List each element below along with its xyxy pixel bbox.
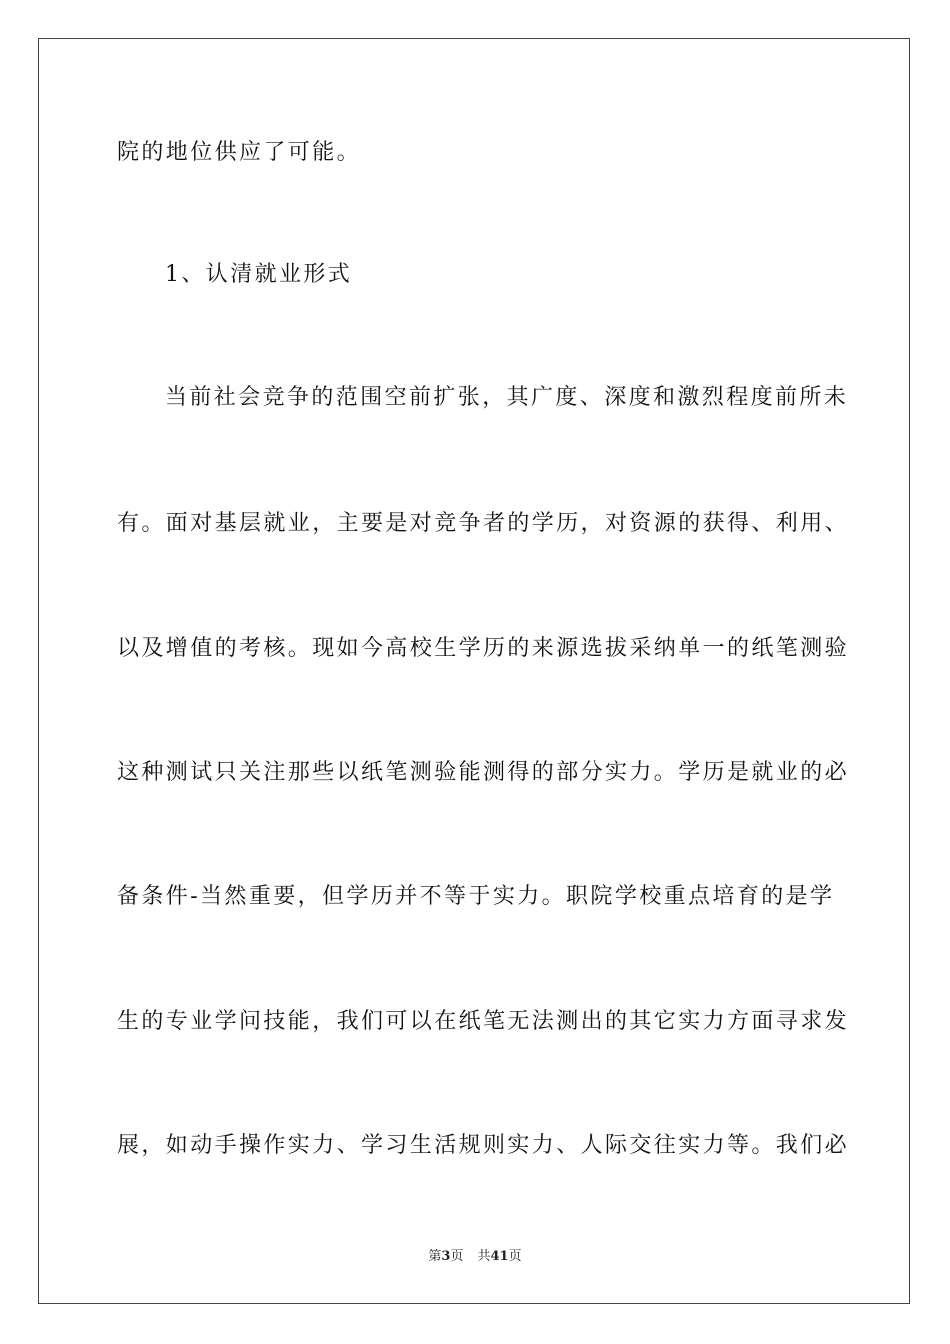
text-line-5: 以及增值的考核。现如今高校生学历的来源选拔采纳单一的纸笔测验 [117, 636, 850, 661]
text-line-6: 这种测试只关注那些以纸笔测验能测得的部分实力。学历是就业的必 [117, 760, 850, 785]
text-line-9: 展，如动手操作实力、学习生活规则实力、人际交往实力等。我们必 [117, 1133, 850, 1158]
text-line-1: 院的地位供应了可能。 [117, 140, 362, 165]
page-number: 3 [441, 1249, 451, 1264]
page-prefix: 第 [428, 1249, 442, 1264]
total-prefix: 共 [477, 1249, 491, 1264]
total-pages: 41 [490, 1249, 509, 1264]
page-border [38, 38, 910, 1304]
total-suffix: 页 [508, 1249, 522, 1264]
page-suffix: 页 [450, 1249, 464, 1264]
page-footer [0, 1248, 950, 1266]
text-line-3: 当前社会竞争的范围空前扩张，其广度、深度和激烈程度前所未 [165, 385, 849, 410]
text-line-4: 有。面对基层就业，主要是对竞争者的学历，对资源的获得、利用、 [117, 511, 850, 536]
section-heading: 1、认清就业形式 [165, 262, 353, 287]
text-line-7: 备条件-当然重要，但学历并不等于实力。职院学校重点培育的是学 [117, 884, 835, 909]
text-line-8: 生的专业学问技能，我们可以在纸笔无法测出的其它实力方面寻求发 [117, 1009, 850, 1034]
